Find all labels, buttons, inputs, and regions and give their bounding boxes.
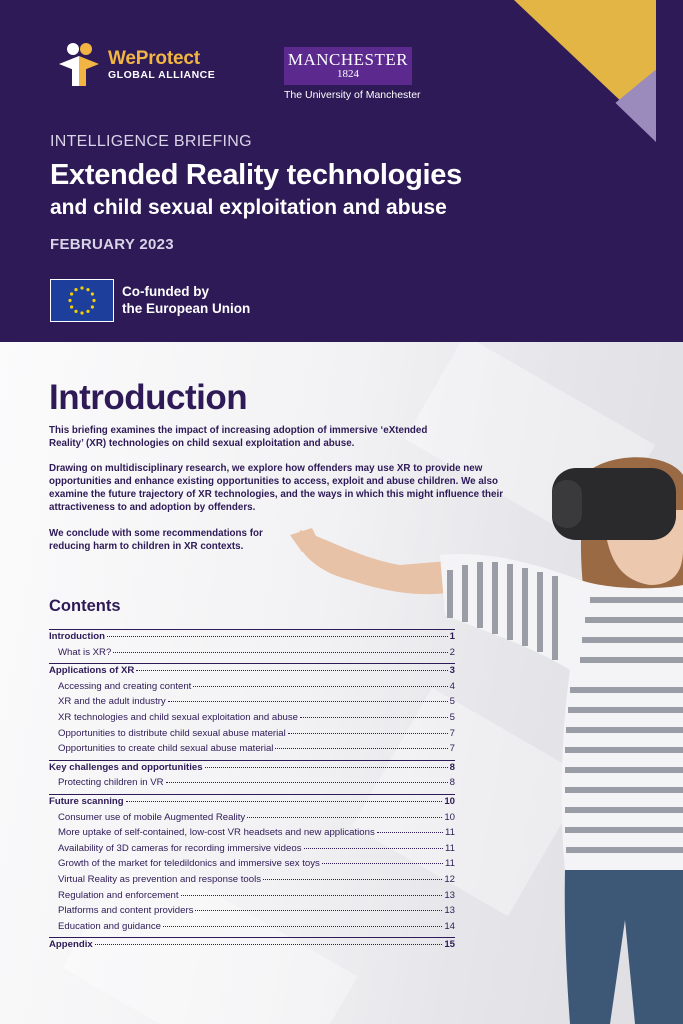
toc-entry-label: Regulation and enforcement [58, 889, 179, 901]
manchester-name: MANCHESTER [287, 50, 409, 69]
toc-divider [49, 629, 455, 630]
toc-page-number: 10 [444, 811, 455, 823]
toc-divider [49, 937, 455, 938]
introduction-heading: Introduction [49, 378, 248, 417]
toc-entry-label: Introduction [49, 631, 105, 642]
table-of-contents [49, 628, 455, 955]
toc-page-number: 7 [449, 743, 455, 755]
toc-leader-dots [163, 926, 442, 927]
toc-entry-label: XR and the adult industry [58, 696, 166, 708]
intro-paragraph-2: Drawing on multidisciplinary research, we explore how offenders may use XR to provide new opportunities and enhance existing opportunities to access, exploit and abuse children. We also examine the future trajectory of XR technologies, and the ways in which this might influence their attractiveness to and adoption by offenders. [49, 463, 504, 513]
eu-line-1: Co-funded by [122, 284, 209, 299]
toc-page-number: 11 [445, 842, 455, 854]
toc-page-number: 5 [449, 696, 455, 708]
toc-leader-dots [377, 832, 443, 833]
toc-leader-dots [126, 801, 443, 802]
briefing-label: INTELLIGENCE BRIEFING [50, 133, 252, 150]
toc-subsection[interactable] [49, 843, 455, 859]
title-line-1: Extended Reality technologies [50, 159, 462, 191]
toc-subsection[interactable] [49, 743, 455, 759]
toc-entry-label: Availability of 3D cameras for recording immersive videos [58, 842, 302, 854]
toc-leader-dots [95, 944, 443, 945]
toc-subsection[interactable] [49, 890, 455, 906]
toc-leader-dots [275, 748, 447, 749]
toc-subsection[interactable] [49, 905, 455, 921]
toc-entry-label: Growth of the market for teledildonics and immersive sex toys [58, 858, 320, 870]
toc-subsection[interactable] [49, 921, 455, 937]
toc-page-number: 15 [444, 939, 455, 951]
toc-entry-label: Appendix [49, 939, 93, 951]
toc-page-number: 5 [449, 711, 455, 723]
toc-page-number: 11 [445, 827, 455, 839]
toc-page-number: 13 [444, 889, 455, 901]
toc-page-number: 13 [444, 905, 455, 917]
toc-subsection[interactable] [49, 827, 455, 843]
toc-subsection[interactable] [49, 812, 455, 828]
weprotect-logo [56, 42, 215, 88]
toc-page-number: 7 [449, 727, 455, 739]
toc-entry-label: Applications of XR [49, 665, 135, 677]
toc-subsection[interactable] [49, 696, 455, 712]
manchester-year: 1824 [337, 68, 359, 80]
toc-subsection[interactable] [49, 858, 455, 874]
toc-page-number: 8 [449, 777, 455, 789]
toc-section[interactable] [49, 762, 455, 778]
toc-entry-label: Future scanning [49, 795, 124, 807]
eu-funding-text [122, 283, 250, 317]
toc-subsection[interactable] [49, 681, 455, 697]
toc-leader-dots [181, 895, 443, 896]
toc-page-number: 12 [444, 873, 455, 885]
toc-section[interactable] [49, 631, 455, 647]
cover-header [0, 0, 683, 342]
toc-page-number: 8 [449, 761, 455, 773]
toc-entry-label: Accessing and creating content [58, 680, 192, 692]
toc-subsection[interactable] [49, 712, 455, 728]
toc-page-number: 14 [444, 920, 455, 932]
toc-divider [49, 794, 455, 795]
toc-page-number: 3 [449, 665, 455, 677]
toc-subsection[interactable] [49, 728, 455, 744]
toc-leader-dots [322, 863, 443, 864]
toc-leader-dots [263, 879, 442, 880]
toc-section[interactable] [49, 796, 455, 812]
toc-entry-label: Protecting children in VR [58, 777, 164, 789]
toc-leader-dots [247, 817, 442, 818]
toc-section[interactable] [49, 939, 455, 955]
toc-divider [49, 760, 455, 761]
manchester-subtitle: The University of Manchester [284, 89, 421, 101]
publication-date: FEBRUARY 2023 [50, 236, 174, 253]
toc-subsection[interactable] [49, 777, 455, 793]
toc-leader-dots [193, 686, 447, 687]
toc-page-number: 10 [444, 795, 455, 807]
toc-entry-label: XR technologies and child sexual exploitation and abuse [58, 711, 299, 723]
toc-page-number: 11 [445, 858, 455, 870]
toc-leader-dots [168, 701, 448, 702]
gold-triangle-decoration [487, 0, 683, 142]
eu-flag-icon [50, 279, 114, 322]
eu-line-2: the European Union [122, 301, 251, 316]
toc-entry-label: Consumer use of mobile Augmented Reality [58, 811, 246, 823]
toc-entry-label: More uptake of self-contained, low-cost VR headsets and new applications [58, 827, 375, 839]
toc-page-number: 1 [449, 631, 455, 642]
toc-leader-dots [195, 910, 442, 911]
toc-subsection[interactable] [49, 647, 455, 663]
toc-leader-dots [288, 733, 448, 734]
toc-section[interactable] [49, 665, 455, 681]
toc-leader-dots [136, 670, 447, 671]
toc-leader-dots [304, 848, 444, 849]
toc-leader-dots [107, 636, 448, 637]
toc-page-number: 4 [449, 680, 455, 692]
toc-entry-label: Platforms and content providers [58, 905, 194, 917]
toc-leader-dots [113, 652, 447, 653]
title-line-2: and child sexual exploitation and abuse [50, 196, 447, 219]
weprotect-mark-icon [56, 42, 102, 88]
manchester-logo [284, 47, 421, 101]
weprotect-subtitle: GLOBAL ALLIANCE [108, 68, 216, 81]
toc-entry-label: Education and guidance [58, 920, 161, 932]
toc-subsection[interactable] [49, 874, 455, 890]
contents-heading: Contents [49, 597, 121, 615]
toc-entry-label: Opportunities to distribute child sexual abuse material [58, 727, 286, 739]
intro-paragraph-3: We conclude with some recommendations for reducing harm to children in XR contexts. [49, 528, 263, 552]
toc-leader-dots [205, 767, 448, 768]
toc-page-number: 2 [449, 646, 455, 658]
toc-entry-label: Virtual Reality as prevention and response tools [58, 873, 262, 885]
toc-entry-label: Key challenges and opportunities [49, 761, 203, 773]
toc-leader-dots [166, 782, 448, 783]
toc-entry-label: Opportunities to create child sexual abuse material [58, 743, 274, 755]
toc-leader-dots [300, 717, 448, 718]
weprotect-name: WeProtect [108, 47, 200, 69]
intro-paragraph-1: This briefing examines the impact of increasing adoption of immersive ‘eXtended Reality’ (XR) technologies on child sexual exploitation and abuse. [49, 425, 428, 449]
toc-divider [49, 663, 455, 664]
toc-entry-label: What is XR? [58, 646, 112, 658]
